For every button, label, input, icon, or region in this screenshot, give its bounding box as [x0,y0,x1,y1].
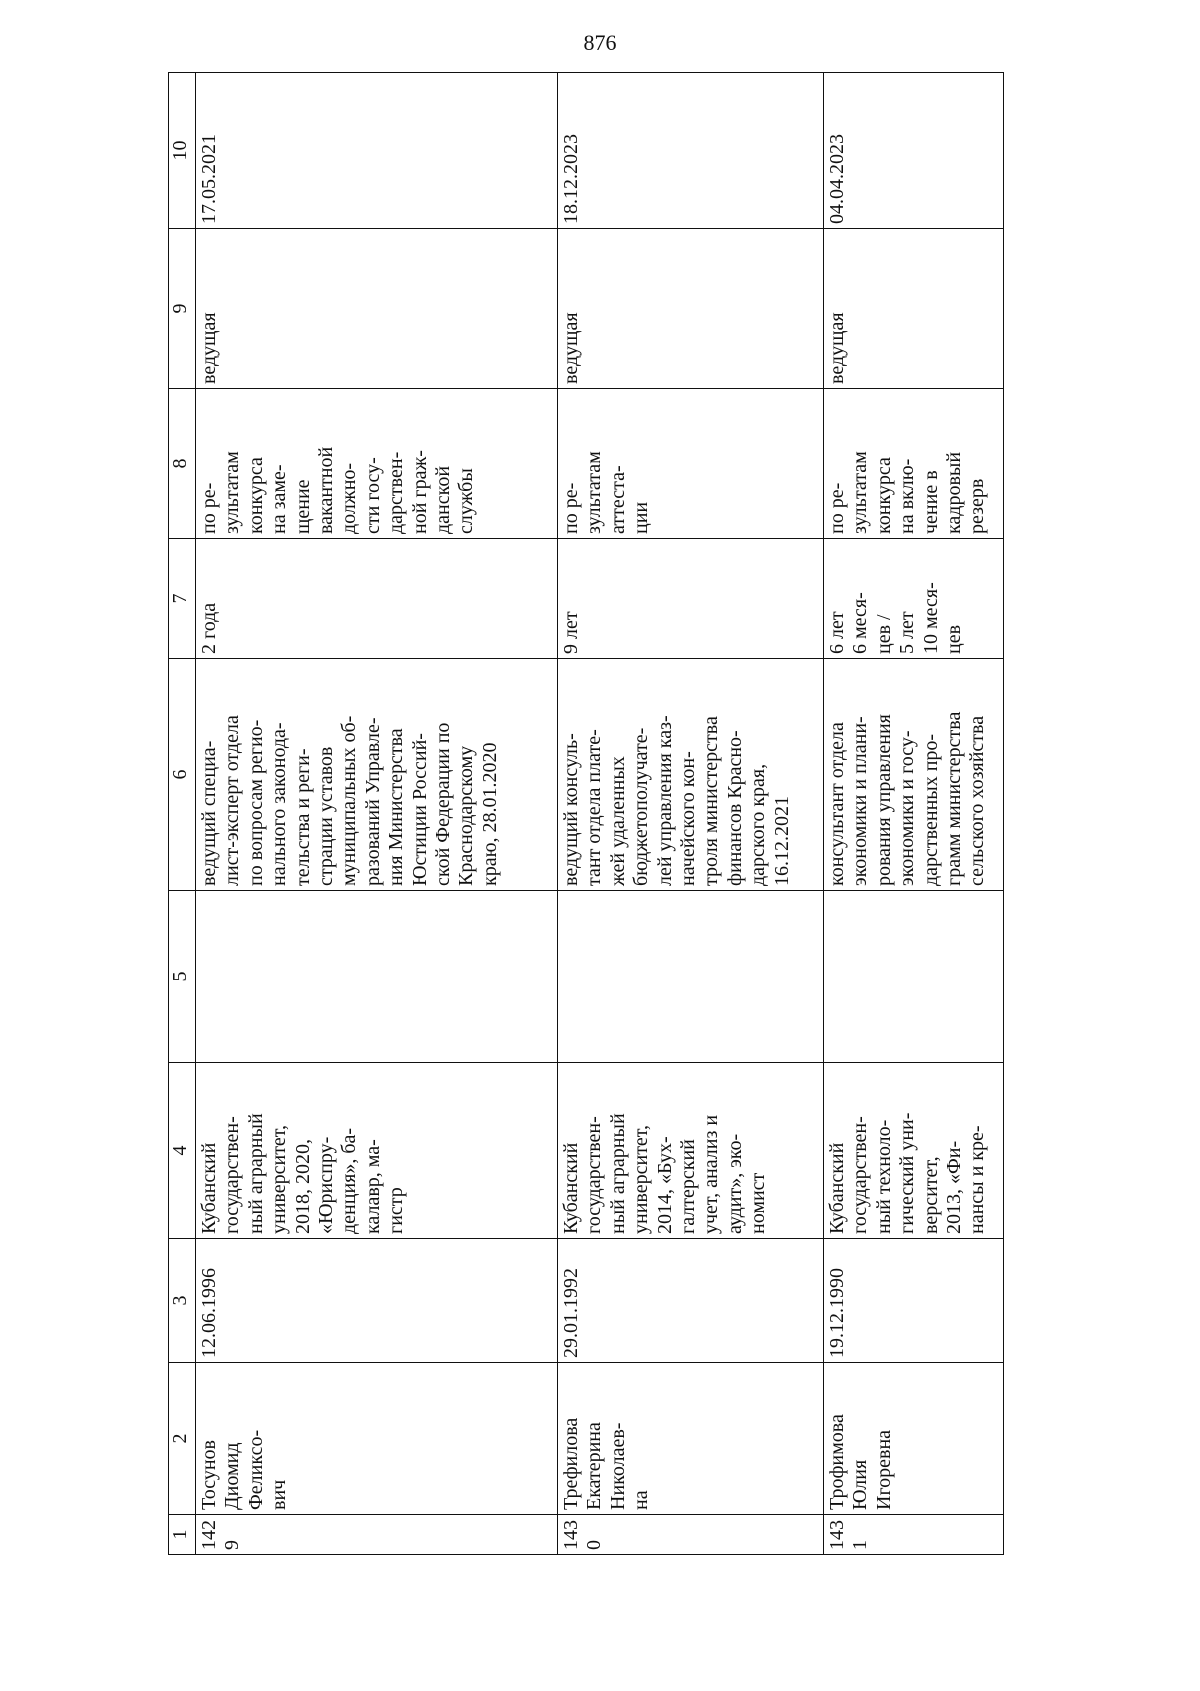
experience-cell [558,539,824,659]
current-position-line: нального законода- [268,722,291,886]
education-line: денция», ба- [338,1127,361,1234]
education-line: Кубанский [198,1142,220,1234]
appointment-basis-cell [196,389,558,539]
full-name-line: Юлия [849,1459,872,1510]
education-line: Кубанский [826,1142,848,1234]
current-position-line: Краснодарскому [455,745,478,886]
current-position-line: страции уставов [314,746,337,886]
current-position-line: ния Министерства [385,728,408,886]
current-position-line: сельского хозяйства [966,715,989,886]
appointment-basis-line: щение [291,479,314,534]
appointment-basis-line: резерв [966,478,989,534]
education-line: 2018, 2020, [291,1139,314,1234]
current-position-line: дарского края, [747,763,770,886]
appointment-basis-line: ной граж- [408,450,431,534]
inclusion-date-cell: 18.12.2023 [558,73,824,229]
header-cell-9: 9 [169,229,196,389]
full-name-line: Трефилова [560,1417,582,1510]
current-position-line: ведущий консуль- [560,733,582,886]
current-position-line: ской Федерации по [431,722,454,886]
appointment-basis-line: службы [455,468,478,534]
current-position-line: по вопросам регио- [244,719,267,886]
current-position-line: экономики и плани- [849,716,872,886]
col5-cell-cell [196,891,558,1063]
header-cell-7: 7 [169,539,196,659]
current-position-cell [196,659,558,891]
table-row [196,73,558,1555]
full-name-line: на [630,1490,653,1510]
experience-line: цев / [872,614,895,654]
current-position-line: Юстиции Россий- [408,733,431,886]
education-line: ный аграрный [244,1113,267,1234]
qualification-group-cell: ведущая [558,229,824,389]
experience-line: 10 меся- [919,582,942,654]
current-position-line: тант отдела плате- [583,729,606,886]
appointment-basis-line: чение в [919,470,942,534]
full-name-line: Екатерина [583,1422,606,1510]
current-position-line: бюджетополучате- [630,727,653,886]
appointment-basis-line: по ре- [826,482,848,534]
header-cell-10: 10 [169,73,196,229]
header-cell-1: 1 [169,1515,196,1555]
education-line: 2014, «Бух- [653,1136,676,1234]
header-cell-4: 4 [169,1063,196,1239]
current-position-line: рования управления [872,714,895,886]
education-line: учет, анализ и [700,1114,723,1234]
appointment-basis-line: вакантной [314,446,337,534]
current-position-line: 16.12.2021 [770,796,793,886]
birth-date-cell: 12.06.1996 [196,1239,558,1363]
row-number-cell: 1431 [824,1515,1004,1555]
appointment-basis-line: ции [630,501,653,534]
header-row [169,73,196,1555]
qualification-group-cell: ведущая [196,229,558,389]
full-name-line: Трофимова [826,1414,848,1510]
row-number-cell: 1430 [558,1515,824,1555]
page-number: 876 [583,30,617,55]
full-name-line: Игоревна [872,1429,895,1510]
appointment-basis-line: кадровый [942,451,965,534]
experience-line: цев [942,624,965,654]
experience-cell [824,539,1004,659]
col5-cell-cell [824,891,1004,1063]
current-position-line: муниципальных об- [338,715,361,886]
birth-date-cell: 29.01.1992 [558,1239,824,1363]
current-position-line: грамм министерства [942,711,965,886]
full-name-line: вич [268,1479,291,1510]
education-line: нансы и кре- [966,1125,989,1234]
education-line: гистр [385,1187,408,1234]
appointment-basis-line: должно- [338,462,361,534]
current-position-cell [824,659,1004,891]
education-line: галтерский [676,1139,699,1234]
current-position-line: начейского кон- [676,751,699,886]
education-line: университет, [268,1124,291,1234]
appointment-basis-line: аттеста- [606,465,629,534]
current-position-line: экономики и госу- [896,730,919,886]
full-name-cell [824,1363,1004,1515]
full-name-line: Николаев- [606,1422,629,1510]
education-line: 2013, «Фи- [942,1140,965,1234]
full-name-line: Феликсо- [244,1429,267,1510]
appointment-basis-line: дарствен- [385,451,408,534]
appointment-basis-line: сти госу- [361,457,384,534]
appointment-basis-line: зультатам [221,451,244,534]
appointment-basis-line: зультатам [583,451,606,534]
full-name-line: Диомид [221,1442,244,1510]
appointment-basis-line: конкурса [244,457,267,534]
personnel-table-rotated [168,73,1004,1555]
current-position-line: лей управления каз- [653,715,676,886]
education-line: «Юриспру- [314,1136,337,1234]
appointment-basis-line: на заме- [268,464,291,534]
education-line: Кубанский [560,1142,582,1234]
experience-line: 6 меся- [849,592,872,654]
appointment-basis-line: конкурса [872,457,895,534]
current-position-line: лист-эксперт отдела [221,715,244,886]
current-position-cell [558,659,824,891]
education-line: государствен- [583,1116,606,1234]
header-cell-5: 5 [169,891,196,1063]
experience-line: 2 года [198,602,220,654]
personnel-table [168,72,1004,1555]
experience-line: 9 лет [560,611,582,654]
current-position-line: дарственных про- [919,733,942,886]
education-line: ный техноло- [872,1119,895,1234]
appointment-basis-line: на вклю- [896,458,919,534]
appointment-basis-cell [558,389,824,539]
header-cell-8: 8 [169,389,196,539]
header-cell-6: 6 [169,659,196,891]
experience-line: 5 лет [896,611,919,654]
inclusion-date-cell: 17.05.2021 [196,73,558,229]
current-position-line: разований Управле- [361,717,384,886]
appointment-basis-line: по ре- [198,482,220,534]
education-cell [196,1063,558,1239]
current-position-line: краю, 28.01.2020 [478,742,501,886]
current-position-line: финансов Красно- [723,730,746,886]
experience-cell [196,539,558,659]
appointment-basis-line: данской [431,465,454,534]
education-line: аудит», эко- [723,1133,746,1234]
current-position-line: консультант отдела [826,722,848,886]
education-line: калавр, ма- [361,1139,384,1234]
education-line: верситет, [919,1156,942,1234]
education-cell [558,1063,824,1239]
table-row [558,73,824,1555]
inclusion-date-cell: 04.04.2023 [824,73,1004,229]
full-name-cell [558,1363,824,1515]
header-cell-3: 3 [169,1239,196,1363]
row-number-cell: 1429 [196,1515,558,1555]
education-line: гический уни- [896,1112,919,1234]
birth-date-cell: 19.12.1990 [824,1239,1004,1363]
education-line: ный аграрный [606,1113,629,1234]
table-row [824,73,1004,1555]
education-cell [824,1063,1004,1239]
experience-line: 6 лет [826,611,848,654]
appointment-basis-line: по ре- [560,482,582,534]
current-position-line: тельства и реги- [291,748,314,886]
qualification-group-cell: ведущая [824,229,1004,389]
current-position-line: троля министерства [700,716,723,886]
full-name-cell [196,1363,558,1515]
education-line: номист [747,1172,770,1234]
education-line: государствен- [221,1116,244,1234]
header-cell-2: 2 [169,1363,196,1515]
current-position-line: ведущий специа- [198,740,220,886]
current-position-line: жей удаленных [606,756,629,886]
full-name-line: Тосунов [198,1440,220,1510]
education-line: государствен- [849,1116,872,1234]
col5-cell-cell [558,891,824,1063]
education-line: университет, [630,1124,653,1234]
appointment-basis-cell [824,389,1004,539]
appointment-basis-line: зультатам [849,451,872,534]
